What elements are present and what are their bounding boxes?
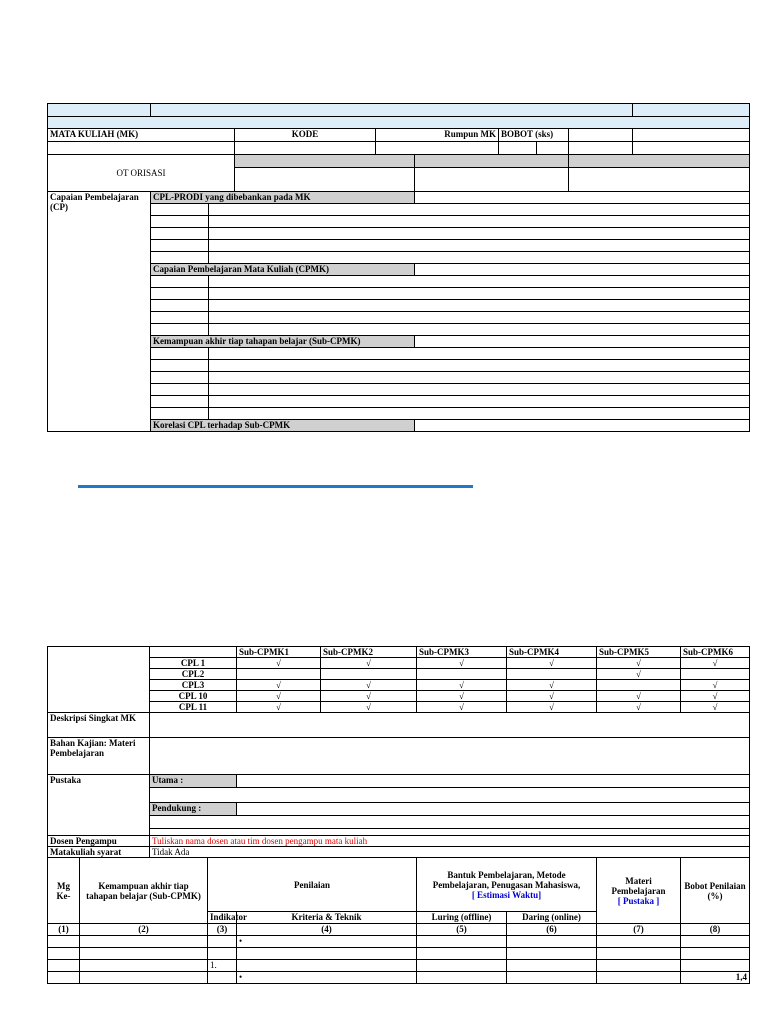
schedule-cell [597,972,681,984]
schedule-cell [507,936,597,948]
matrix-check-cell: √ [417,658,507,669]
bentuk-text: Bantuk Pembelajaran, Metode Pembelajaran, Penugasan Mahasiswa, [432,869,581,890]
matrix-check-cell: √ [237,691,321,702]
cpmk-text [209,324,750,336]
cpl-text [209,252,750,264]
cpl-prodi-label: CPL-PRODI yang dibebankan pada MK [151,192,415,204]
col-number: (4) [237,924,417,936]
otorisasi-sign-3 [569,168,750,192]
subcpmk-text [209,360,750,372]
bobot-value: 1,4 [681,972,750,984]
schedule-cell [681,936,750,948]
col-number: (7) [597,924,681,936]
subcpmk-blank [415,336,750,348]
header-cell-2 [151,104,633,117]
matrix-check-cell: √ [321,658,417,669]
rumpun-label: Rumpun MK [376,129,499,142]
subcpmk-label: Kemampuan akhir tiap tahapan belajar (Sub-CPMK) [151,336,415,348]
matrix-header: Sub-CPMK6 [681,647,750,658]
cpmk-code [151,288,209,300]
otorisasi-label: OT ORISASI [48,155,235,192]
matrix-corner-head [150,647,237,658]
col-number: (6) [507,924,597,936]
matrix-check-cell: √ [417,691,507,702]
schedule-cell [208,972,237,984]
matrix-row-label: CPL 11 [150,702,237,713]
materi-header [597,858,681,924]
matrix-check-cell: √ [507,691,597,702]
matrix-check-cell [237,669,321,680]
matrix-header: Sub-CPMK1 [237,647,321,658]
cpmk-text [209,312,750,324]
luring-header: Luring (offline) [417,912,507,924]
pendukung-label: Pendukung : [150,803,237,816]
matrix-check-cell [507,669,597,680]
cpl-code [151,216,209,228]
schedule-cell [597,960,681,972]
utama-label: Utama : [150,775,237,788]
otorisasi-sign-2 [415,168,569,192]
matrix-row-label: CPL 10 [150,691,237,702]
matrix-corner [48,647,150,713]
cpmk-code [151,300,209,312]
cpmk-code [151,276,209,288]
matrix-check-cell: √ [681,680,750,691]
bobot-p-value [537,142,569,155]
matrix-check-cell: √ [321,680,417,691]
cpmk-blank [415,264,750,276]
rps-detail-table [47,646,750,984]
col-number: (2) [80,924,208,936]
mata-kuliah-label: MATA KULIAH (MK) [48,129,235,142]
matrix-check-cell: √ [597,669,681,680]
deskripsi-label: Deskripsi Singkat MK [48,713,150,738]
matrix-check-cell [681,669,750,680]
blank-cell [633,129,750,142]
schedule-cell [48,948,80,960]
blank-value-2 [633,142,750,155]
subcpmk-code [151,396,209,408]
kode-value [235,142,376,155]
schedule-cell [417,936,507,948]
matrix-row-label: CPL 1 [150,658,237,669]
cpmk-code [151,312,209,324]
schedule-cell [237,948,417,960]
schedule-bullet: • [237,936,417,948]
kode-label: KODE [235,129,376,142]
col-number: (5) [417,924,507,936]
matrix-check-cell: √ [321,702,417,713]
cpmk-label: Capaian Pembelajaran Mata Kuliah (CPMK) [151,264,415,276]
matrix-check-cell: √ [417,702,507,713]
cpl-text [209,228,750,240]
matrix-check-cell: √ [597,691,681,702]
horizontal-divider [78,485,473,488]
cpl-code [151,252,209,264]
penilaian-header: Penilaian [208,858,417,912]
syarat-label: Matakuliah syarat [48,847,150,858]
cpl-code [151,204,209,216]
schedule-cell [681,948,750,960]
mk-value [48,142,235,155]
cpl-prodi-blank [415,192,750,204]
matrix-check-cell: √ [417,680,507,691]
daring-header: Daring (online) [507,912,597,924]
schedule-cell [80,948,208,960]
subcpmk-text [209,396,750,408]
schedule-cell [597,948,681,960]
matrix-check-cell: √ [237,680,321,691]
subcpmk-code [151,408,209,420]
schedule-cell [237,960,417,972]
cpl-text [209,216,750,228]
schedule-cell [597,936,681,948]
otorisasi-head-2 [415,155,569,168]
subcpmk-code [151,372,209,384]
matrix-check-cell: √ [597,658,681,669]
materi-text: Materi Pembelajaran [611,875,666,896]
col-number: (3) [208,924,237,936]
matrix-check-cell: √ [681,702,750,713]
bobot-t-value [499,142,537,155]
pendukung-value [237,803,750,816]
matrix-check-cell: √ [597,702,681,713]
schedule-cell [681,960,750,972]
subcpmk-text [209,348,750,360]
pustaka-spacer [150,829,750,836]
otorisasi-head-1 [235,155,415,168]
rumpun-value [376,142,499,155]
schedule-cell [80,972,208,984]
cpl-text [209,240,750,252]
schedule-cell [80,936,208,948]
schedule-cell [48,972,80,984]
cpmk-code [151,324,209,336]
schedule-cell [208,948,237,960]
syarat-value: Tidak Ada [150,847,750,858]
matrix-check-cell [417,669,507,680]
estimasi-text: [ Estimasi Waktu] [471,889,542,900]
header-cell-1 [48,104,151,117]
matrix-check-cell: √ [321,691,417,702]
schedule-cell [48,960,80,972]
matrix-check-cell: √ [507,658,597,669]
subcpmk-code [151,348,209,360]
subcpmk-text [209,384,750,396]
subcpmk-text [209,372,750,384]
schedule-cell [417,948,507,960]
matrix-check-cell: √ [681,658,750,669]
korelasi-label: Korelasi CPL terhadap Sub-CPMK [151,420,415,432]
schedule-cell [208,936,237,948]
cpl-text [209,204,750,216]
pustaka-label: Pustaka [48,775,150,836]
bobot-header: Bobot Penilaian (%) [681,858,750,924]
cp-label: Capaian Pembelajaran (CP) [48,192,151,432]
schedule-cell [417,972,507,984]
cpmk-text [209,276,750,288]
col-number: (1) [48,924,80,936]
dosen-value: Tuliskan nama dosen atau tim dosen pengampu mata kuliah [150,836,750,847]
matrix-check-cell [321,669,417,680]
col-number: (8) [681,924,750,936]
schedule-item-number: 1. [208,960,237,972]
blank-value-1 [569,142,633,155]
schedule-bullet: • [237,972,417,984]
otorisasi-head-3 [569,155,750,168]
subcpmk-code [151,360,209,372]
otorisasi-sign-1 [235,168,415,192]
schedule-cell [507,972,597,984]
schedule-cell [507,960,597,972]
matrix-row-label: CPL2 [150,669,237,680]
cpmk-text [209,288,750,300]
schedule-cell [417,960,507,972]
indikator-header: Indikator [208,912,237,924]
deskripsi-value [150,713,750,738]
matrix-check-cell [597,680,681,691]
schedule-cell [80,960,208,972]
matrix-header: Sub-CPMK5 [597,647,681,658]
header-cell-3 [633,104,750,117]
matrix-header: Sub-CPMK3 [417,647,507,658]
matrix-header: Sub-CPMK2 [321,647,417,658]
kemampuan-header: Kemampuan akhir tiap tahapan belajar (Sub-CPMK) [80,858,208,924]
matrix-check-cell: √ [237,658,321,669]
bahan-kajian-value [150,738,750,775]
schedule-cell [48,936,80,948]
korelasi-blank [415,420,750,432]
matrix-row-label: CPL3 [150,680,237,691]
matrix-check-cell: √ [681,691,750,702]
bahan-kajian-label: Bahan Kajian: Materi Pembelajaran [48,738,150,775]
schedule-cell [507,948,597,960]
cpl-code [151,240,209,252]
header-band [48,117,750,129]
pustaka-spacer [150,816,750,829]
cpl-code [151,228,209,240]
matrix-header: Sub-CPMK4 [507,647,597,658]
matrix-check-cell: √ [507,702,597,713]
bentuk-header [417,858,597,912]
dosen-label: Dosen Pengampu [48,836,150,847]
subcpmk-text [209,408,750,420]
matrix-check-cell: √ [507,680,597,691]
kriteria-header: Kriteria & Teknik [237,912,417,924]
pustaka-spacer [150,788,750,803]
pustaka-ref-text: [ Pustaka ] [617,895,660,906]
mg-header: Mg Ke- [48,858,80,924]
matrix-check-cell: √ [237,702,321,713]
utama-value [237,775,750,788]
subcpmk-code [151,384,209,396]
bobot-label: BOBOT (sks) [499,129,569,142]
rps-header-table [47,103,750,432]
bobot-value-cell [569,129,633,142]
cpmk-text [209,300,750,312]
